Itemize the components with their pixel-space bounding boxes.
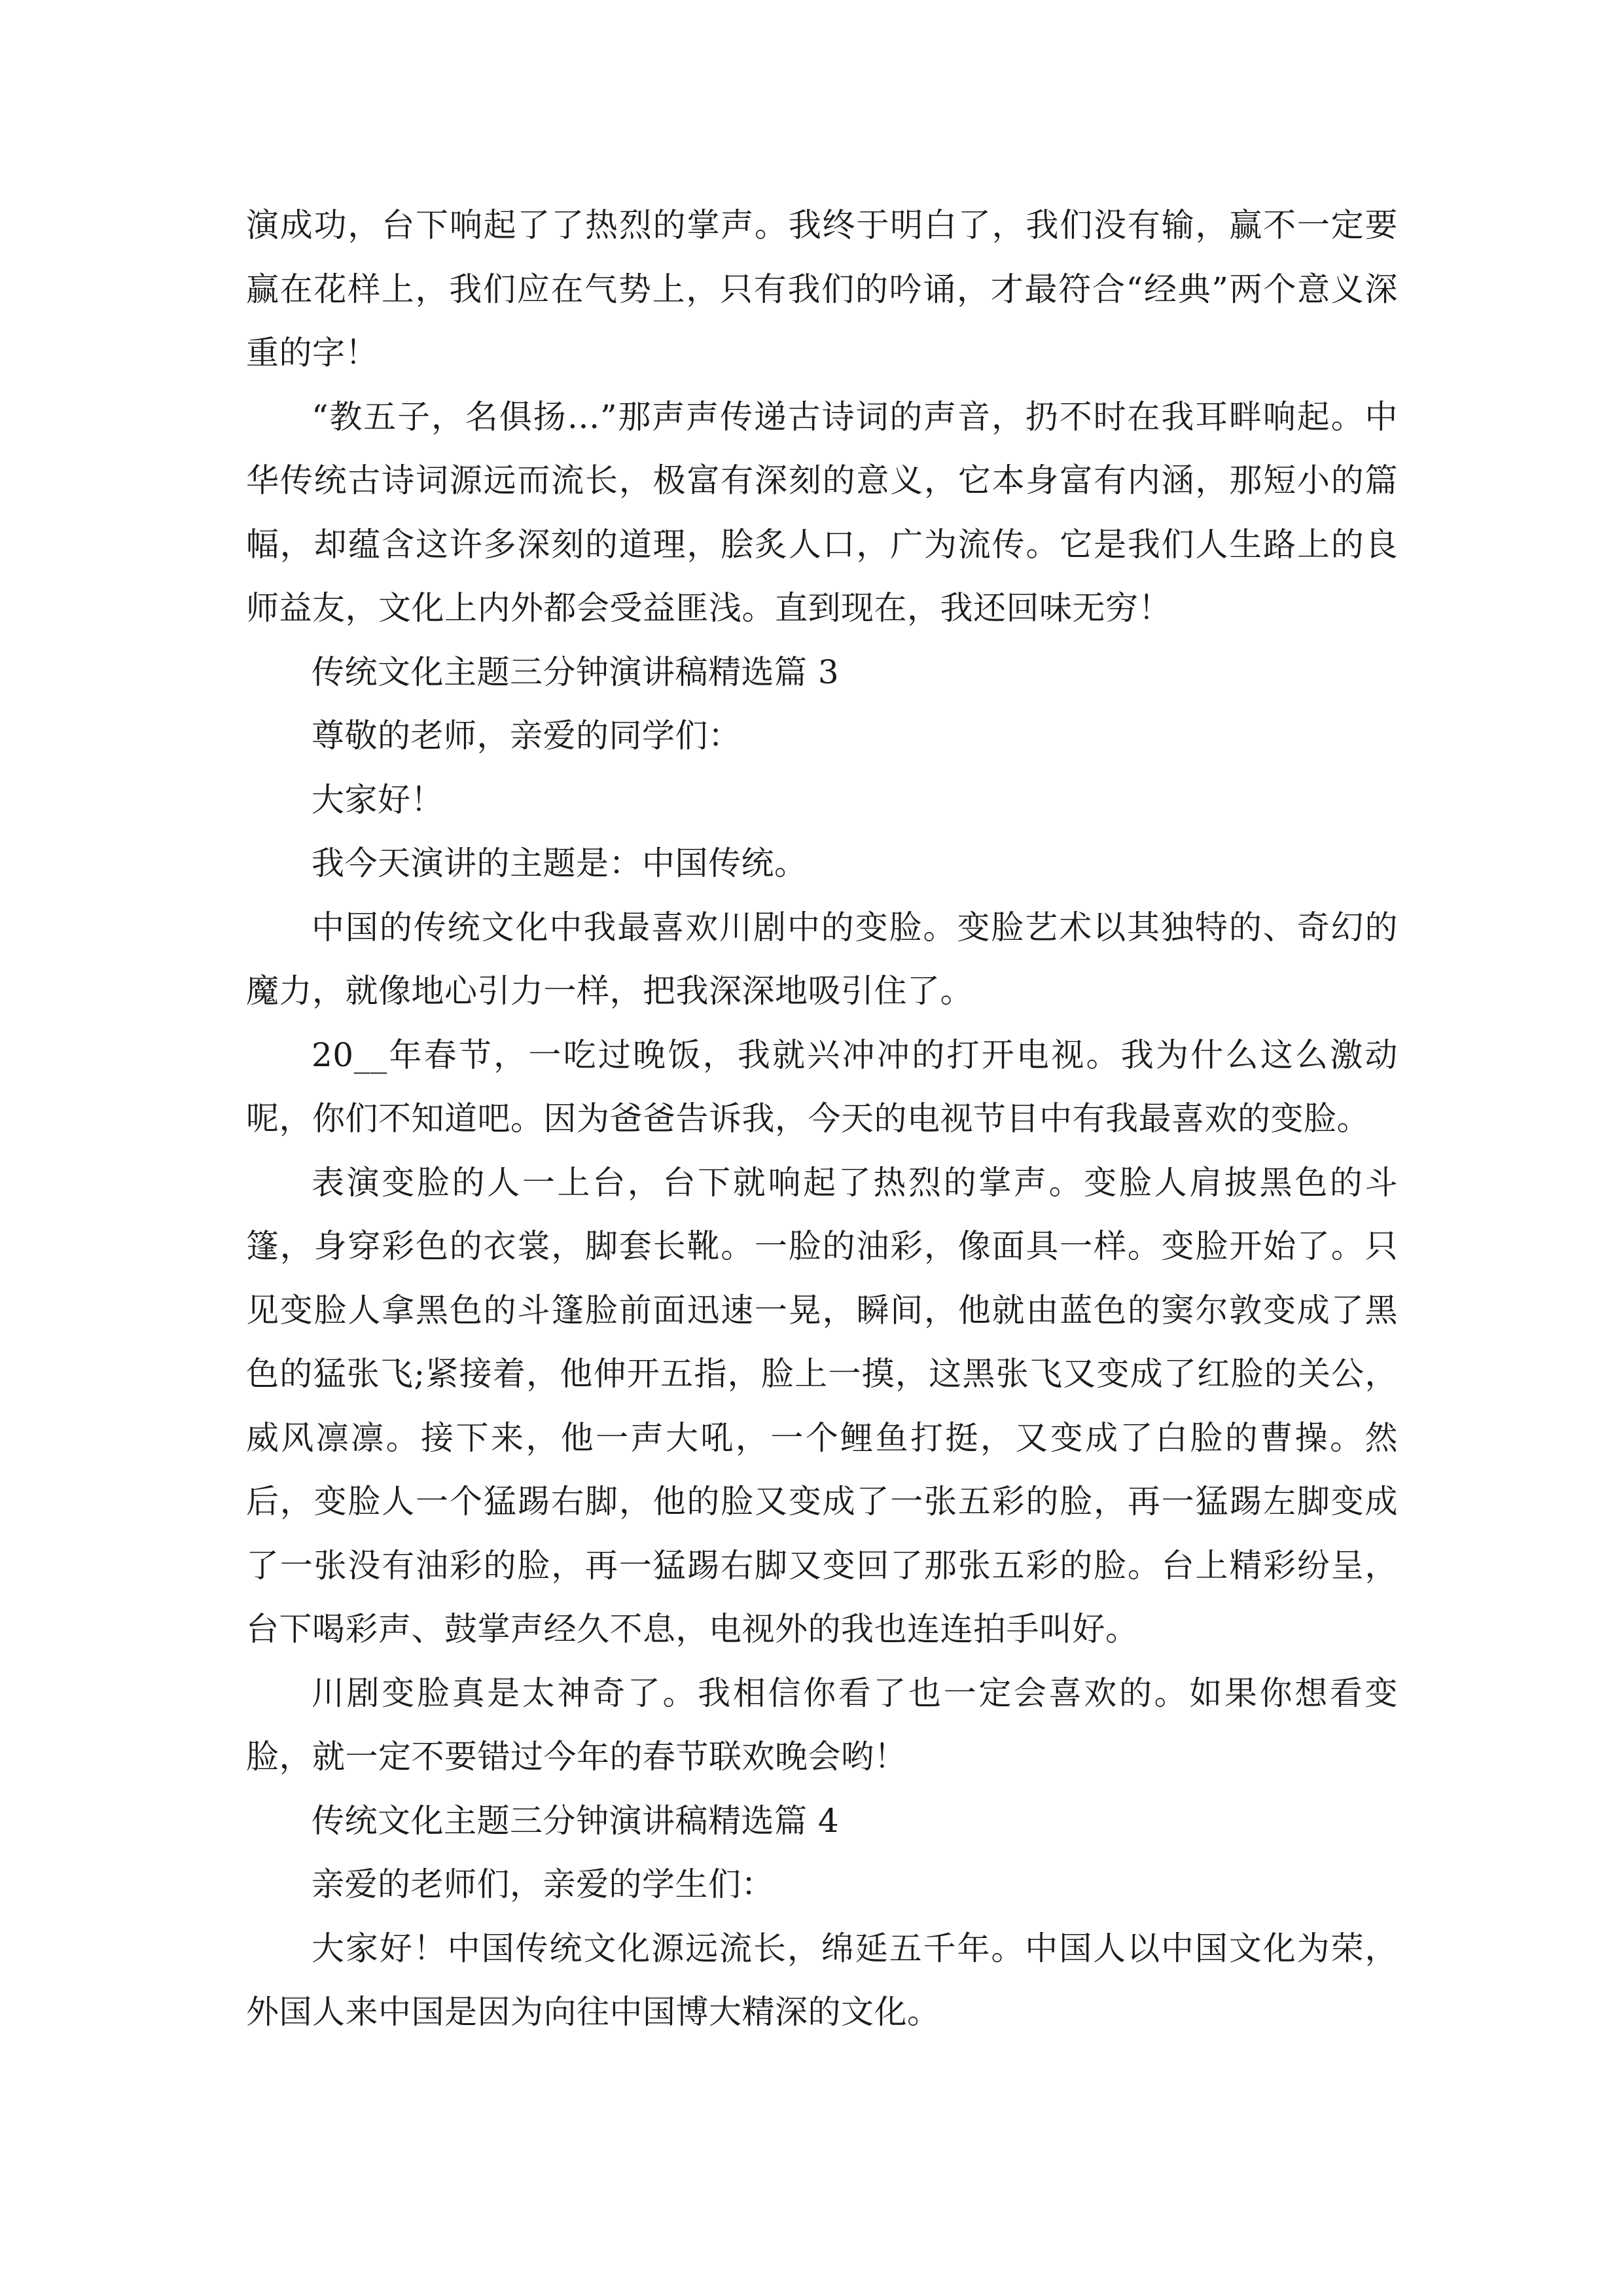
paragraph-continued: 演成功，台下响起了了热烈的掌声。我终于明白了，我们没有输，赢不一定要赢在花样上，我们应在气势上，只有我们的吟诵，才最符合“经典”两个意义深重的字！: [246, 206, 1398, 372]
document-body: [246, 194, 1398, 2045]
paragraph: 川剧变脸真是太神奇了。我相信你看了也一定会喜欢的。如果你想看变脸，就一定不要错过今年的春节联欢晚会哟！: [246, 1674, 1398, 1776]
paragraph: 表演变脸的人一上台，台下就响起了热烈的掌声。变脸人肩披黑色的斗篷，身穿彩色的衣裳，脚套长靴。一脸的油彩，像面具一样。变脸开始了。只见变脸人拿黑色的斗篷脸前面迅速一晃，瞬间，他就由蓝色的窦尔敦变成了黑色的猛张飞;紧接着，他伸开五指，脸上一摸，这黑张飞又变成了红脸的关公，威风凛凛。接下来，他一声大吼，一个鲤鱼打挺，又变成了白脸的曹操。然后，变脸人一个猛踢右脚，他的脸又变成了一张五彩的脸，再一猛踢左脚变成了一张没有油彩的脸，再一猛踢右脚又变回了那张五彩的脸。台上精彩纷呈，台下喝彩声、鼓掌声经久不息，电视外的我也连连拍手叫好。: [246, 1163, 1398, 1648]
salutation: 亲爱的老师们，亲爱的学生们：: [312, 1865, 774, 1903]
section-heading: 传统文化主题三分钟演讲稿精选篇 3: [312, 653, 840, 691]
salutation: 尊敬的老师，亲爱的同学们：: [312, 717, 741, 755]
paragraph: 我今天演讲的主题是：中国传统。: [312, 844, 808, 882]
paragraph: “教五子，名俱扬…”那声声传递古诗词的声音，扔不时在我耳畔响起。中华传统古诗词源远而流长，极富有深刻的意义，它本身富有内涵，那短小的篇幅，却蕴含这许多深刻的道理，脍炙人口，广为流传。它是我们人生路上的良师益友，文化上内外都会受益匪浅。直到现在，我还回味无穷！: [246, 397, 1398, 627]
section-heading: 传统文化主题三分钟演讲稿精选篇 4: [312, 1801, 840, 1840]
greeting: 大家好！: [312, 780, 444, 819]
paragraph: 20__年春节，一吃过晚饭，我就兴冲冲的打开电视。我为什么这么激动呢，你们不知道吧。因为爸爸告诉我，今天的电视节目中有我最喜欢的变脸。: [246, 1035, 1398, 1138]
paragraph: 大家好！中国传统文化源远流长，绵延五千年。中国人以中国文化为荣，外国人来中国是因为向往中国博大精深的文化。: [246, 1929, 1398, 2031]
paragraph: 中国的传统文化中我最喜欢川剧中的变脸。变脸艺术以其独特的、奇幻的魔力，就像地心引力一样，把我深深地吸引住了。: [246, 908, 1398, 1010]
